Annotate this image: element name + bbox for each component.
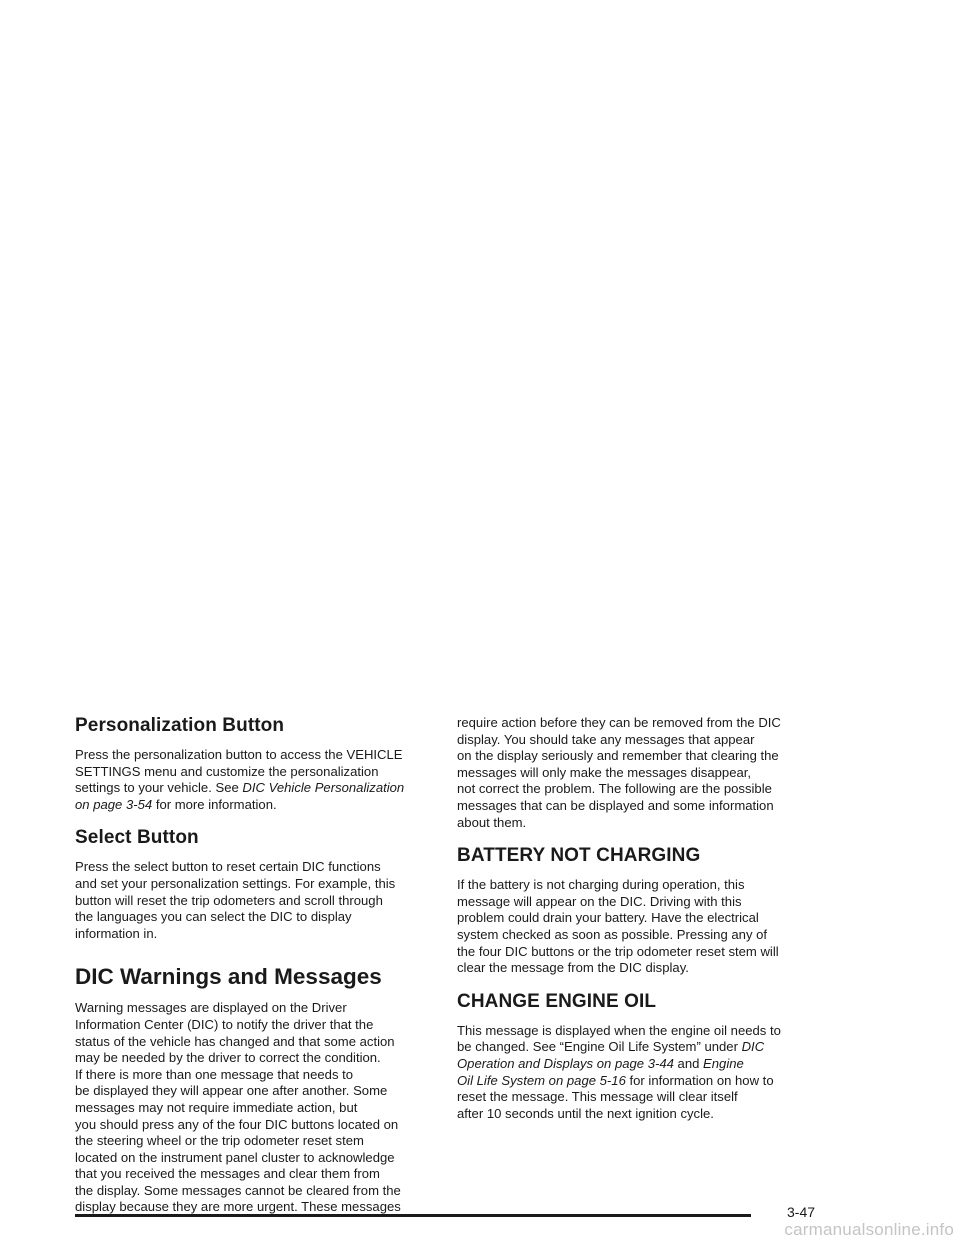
personalization-text-a: Press the personalization button to access the VEHICLE SETTINGS menu and customize the personalization settings to your vehicle. See [75,747,403,796]
personalization-button-paragraph [75,747,437,813]
battery-not-charging-heading: BATTERY NOT CHARGING [457,845,701,867]
personalization-text-b: for more information. [152,796,277,812]
change-oil-text-a: This message is displayed when the engine oil needs to be changed. See “Engine Oil Life System” under [457,1022,781,1055]
dic-warnings-continued-paragraph: require action before they can be removed from the DIC display. You should take any messages that appear on the display seriously and remember that clearing the messages will only make the messages disappear, not correct the problem. The following are the possible messages that can be displayed and some information about them. [457,715,781,830]
right-column [457,715,827,1122]
page-number: 3-47 [787,1204,816,1220]
change-engine-oil-heading: CHANGE ENGINE OIL [457,990,657,1012]
change-oil-text-c: for information on how to reset the message. This message will clear itself after 10 seconds until the next ignition cycle. [457,1072,774,1121]
footer-rule [75,1214,751,1217]
select-button-heading: Select Button [75,827,199,849]
personalization-button-heading: Personalization Button [75,715,285,736]
left-column [75,715,437,1216]
change-oil-text-b: and [673,1055,704,1071]
battery-not-charging-paragraph: If the battery is not charging during operation, this message will appear on the DIC. Driving with this problem could drain your battery. Have the electrical system checked as soon as possible. Pressing any of the four DIC buttons or the trip odometer reset stem will clear the message from the DIC display. [457,877,779,976]
dic-vehicle-personalization-link[interactable]: DIC Vehicle Personalization on page 3-54 [75,780,405,812]
dic-warnings-heading: DIC Warnings and Messages [75,964,382,990]
watermark: carmanualsonline.info [784,1220,954,1239]
select-button-paragraph: Press the select button to reset certain DIC functions and set your personalization settings. For example, this button will reset the trip odometers and scroll through the languages you can select the DIC to display information in. [75,859,396,941]
dic-warnings-paragraph: Warning messages are displayed on the Driver Information Center (DIC) to notify the driver that the status of the vehicle has changed and that some action may be needed by the driver to correct the condition. If there is more than one message that needs to be displayed they will appear one after another. Some messages may not require immediate action, but you should press any of the four DIC buttons located on the steering wheel or the trip odometer reset stem located on the instrument panel cluster to acknowledge that you received the messages and clear them from the display. Some messages cannot be cleared from the display because they are more urgent. These messages [75,1000,401,1215]
dic-operation-displays-link[interactable]: DIC Operation and Displays on page 3-44 [457,1039,765,1071]
engine-oil-life-system-link[interactable]: Engine Oil Life System on page 5-16 [457,1055,744,1088]
change-engine-oil-paragraph [457,1023,827,1123]
